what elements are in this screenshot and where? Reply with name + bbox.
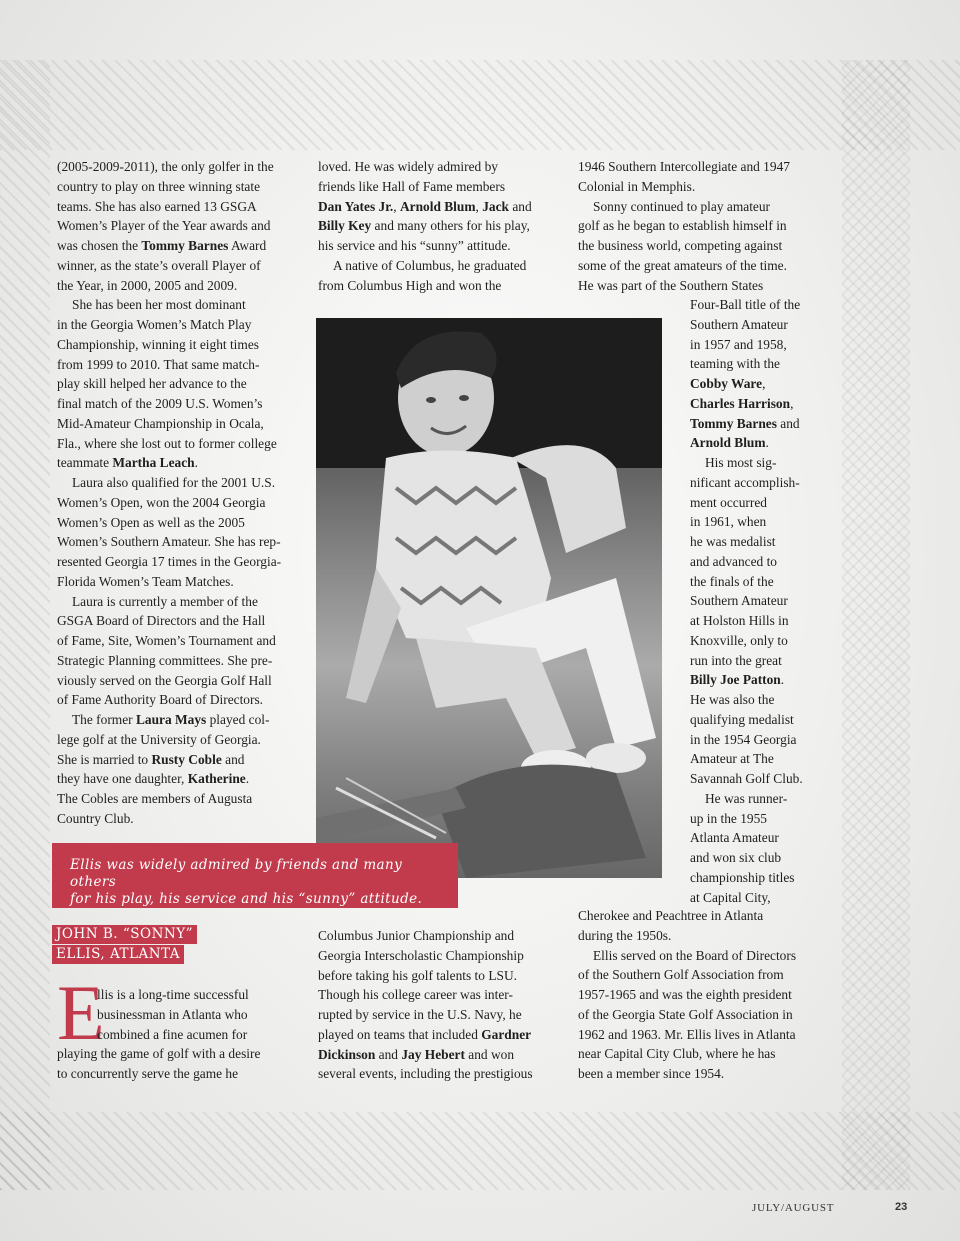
text-line: combined a fine acumen for	[97, 1026, 248, 1042]
text-line: Dan Yates Jr., Arnold Blum, Jack and	[318, 198, 532, 214]
text-line: Laura also qualified for the 2001 U.S.	[72, 475, 276, 490]
text-line: several events, including the prestigious	[318, 1066, 533, 1082]
text-line: Fla., where she lost out to former college	[57, 435, 277, 451]
text-line: of the Georgia State Golf Association in	[578, 1006, 793, 1022]
text-line: championship titles	[690, 869, 795, 885]
bold-name: Rusty Coble	[151, 751, 222, 767]
golfer-photo-illustration	[316, 318, 662, 878]
text-line: 1957-1965 and was the eighth president	[578, 987, 792, 1002]
text-line: playing the game of golf with a desire	[57, 1046, 261, 1061]
text-line: during the 1950s.	[578, 927, 672, 943]
section-heading	[52, 925, 197, 965]
bold-name: Arnold Blum	[399, 198, 476, 214]
bold-name: Charles Harrison	[690, 395, 791, 411]
column-2-top-text	[318, 157, 558, 295]
bold-name: Dan Yates Jr.	[318, 198, 394, 214]
top-hatch-band	[0, 60, 960, 150]
section-heading-line-2: ELLIS, ATLANTA	[52, 945, 184, 964]
text-line: teammate Martha Leach.	[57, 455, 198, 471]
text-line: Columbus Junior Championship and	[318, 928, 515, 943]
text-line: Strategic Planning committees. She pre-	[57, 652, 273, 668]
intro-wrap-text	[97, 985, 297, 1044]
bold-name: Billy Key	[318, 218, 372, 234]
text-line: the finals of the	[690, 573, 774, 589]
pull-quote-line-1: Ellis was widely admired by friends and many others	[70, 857, 403, 890]
text-line: the Year, in 2000, 2005 and 2009.	[57, 277, 238, 293]
column-3-top-text	[578, 157, 828, 295]
text-line: Country Club.	[57, 810, 134, 826]
text-line: She is married to Rusty Coble and	[57, 751, 245, 767]
text-line: The Cobles are members of Augusta	[57, 791, 253, 806]
right-crosshatch-band	[842, 60, 910, 1190]
text-line: llis is a long-time successful	[97, 987, 249, 1002]
text-line: final match of the 2009 U.S. Women’s	[57, 396, 263, 411]
text-line: in the 1954 Georgia	[690, 731, 797, 747]
intro-full-text	[57, 1044, 297, 1084]
text-line: Women’s Southern Amateur. She has rep-	[57, 534, 281, 550]
column-1-lines	[57, 157, 297, 829]
text-line: teams. She has also earned 13 GSGA	[57, 198, 257, 214]
text-line: Southern Amateur	[690, 593, 788, 609]
text-line: Ellis served on the Board of Directors	[593, 947, 797, 963]
text-line: Mid-Amateur Championship in Ocala,	[57, 415, 264, 431]
drop-cap: E	[57, 969, 105, 1056]
text-line: Though his college career was inter-	[318, 987, 513, 1003]
column-3-bottom-lines	[578, 906, 828, 1084]
text-line: country to play on three winning state	[57, 178, 261, 194]
text-line: His most sig-	[705, 455, 777, 470]
text-line: Billy Key and many others for his play,	[318, 218, 530, 234]
footer-issue: JULY/AUGUST	[752, 1202, 835, 1214]
bottom-hatch-band	[0, 1112, 960, 1190]
text-line: He was part of the Southern States	[578, 277, 764, 293]
text-line: Arnold Blum.	[690, 435, 769, 451]
text-line: of the Southern Golf Association from	[578, 967, 784, 983]
text-line: lege golf at the University of Georgia.	[57, 731, 261, 747]
text-line: and won six club	[690, 850, 782, 865]
text-line: loved. He was widely admired by	[318, 159, 498, 174]
text-line: winner, as the state’s overall Player of	[57, 257, 261, 273]
text-line: Amateur at The	[690, 751, 774, 767]
text-line: he was medalist	[690, 534, 776, 549]
text-line: 1946 Southern Intercollegiate and 1947	[578, 159, 790, 174]
text-line: Charles Harrison,	[690, 395, 794, 411]
bold-name: Cobby Ware	[690, 376, 763, 391]
column-2-bottom-text	[318, 926, 563, 1084]
bold-name: Billy Joe Patton	[690, 672, 781, 688]
column-2-bottom-lines	[318, 926, 563, 1084]
bold-name: Arnold Blum	[690, 435, 766, 451]
text-line: in the Georgia Women’s Match Play	[57, 317, 252, 332]
text-line: friends like Hall of Fame members	[318, 178, 506, 194]
text-line: run into the great	[690, 652, 782, 668]
text-line: was chosen the Tommy Barnes Award	[57, 238, 267, 253]
text-line: He was also the	[690, 692, 775, 707]
text-line: Georgia Interscholastic Championship	[318, 947, 524, 963]
text-line: Knoxville, only to	[690, 632, 788, 648]
text-line: Cherokee and Peachtree in Atlanta	[578, 908, 764, 923]
text-line: nificant accomplish-	[690, 474, 800, 490]
text-line: Atlanta Amateur	[690, 830, 779, 846]
portrait-photo	[316, 318, 662, 878]
text-line: from 1999 to 2010. That same match-	[57, 356, 260, 372]
bold-name: Tommy Barnes	[141, 238, 229, 253]
text-line: they have one daughter, Katherine.	[57, 771, 250, 787]
text-line: near Capital City Club, where he has	[578, 1046, 776, 1062]
bold-name: Dickinson	[318, 1046, 376, 1062]
text-line: of Fame, Site, Women’s Tournament and	[57, 633, 276, 648]
text-line: teaming with the	[690, 356, 780, 372]
text-line: up in the 1955	[690, 810, 767, 826]
column-3-wrap-text	[690, 295, 830, 907]
text-line: in 1961, when	[690, 514, 767, 530]
text-line: Dickinson and Jay Hebert and won	[318, 1046, 515, 1062]
text-line: Cobby Ware,	[690, 376, 766, 391]
text-line: golf as he began to establish himself in	[578, 218, 787, 234]
text-line: the business world, competing against	[578, 238, 783, 253]
text-line: Laura is currently a member of the	[72, 593, 258, 609]
text-line: of Fame Authority Board of Directors.	[57, 692, 264, 708]
text-line: ment occurred	[690, 494, 767, 510]
text-line: his service and his “sunny” attitude.	[318, 238, 511, 253]
text-line: Women’s Open, won the 2004 Georgia	[57, 494, 266, 510]
text-line: He was runner-	[705, 790, 788, 806]
left-hatch-band	[0, 60, 50, 1190]
text-line: play skill helped her advance to the	[57, 376, 247, 392]
text-line: She has been her most dominant	[72, 297, 246, 313]
text-line: rupted by service in the U.S. Navy, he	[318, 1007, 522, 1022]
pull-quote-line-2: for his play, his service and his “sunny” attitude.	[70, 891, 423, 907]
text-line: Women’s Player of the Year awards and	[57, 218, 271, 234]
text-line: A native of Columbus, he graduated	[333, 257, 527, 273]
text-line: GSGA Board of Directors and the Hall	[57, 613, 266, 629]
column-3-bottom-text	[578, 906, 828, 1084]
bold-name: Gardner	[481, 1026, 532, 1042]
text-line: Sonny continued to play amateur	[593, 198, 771, 214]
text-line: Billy Joe Patton.	[690, 672, 785, 688]
text-line: Southern Amateur	[690, 316, 788, 332]
bold-name: Tommy Barnes	[690, 415, 777, 431]
text-line: Championship, winning it eight times	[57, 336, 259, 352]
bold-name: Katherine	[187, 771, 246, 787]
text-line: from Columbus High and won the	[318, 277, 502, 293]
footer-page-number: 23	[895, 1201, 908, 1213]
text-line: viously served on the Georgia Golf Hall	[57, 672, 272, 688]
bold-name: Martha Leach	[112, 455, 195, 471]
text-line: been a member since 1954.	[578, 1066, 725, 1081]
bold-name: Laura Mays	[135, 712, 207, 727]
text-line: at Holston Hills in	[690, 613, 789, 628]
text-line: Women’s Open as well as the 2005	[57, 514, 245, 530]
bold-name: Jay Hebert	[401, 1046, 465, 1062]
text-line: played on teams that included Gardner	[318, 1026, 532, 1042]
text-line: Savannah Golf Club.	[690, 771, 803, 786]
text-line: Tommy Barnes and	[690, 415, 800, 431]
column-3-top-lines	[578, 157, 828, 295]
text-line: at Capital City,	[690, 889, 771, 905]
text-line: in 1957 and 1958,	[690, 336, 787, 352]
text-line: qualifying medalist	[690, 711, 794, 727]
text-line: resented Georgia 17 times in the Georgia-	[57, 554, 282, 569]
intro-full-lines	[57, 1044, 297, 1084]
intro-wrap-lines	[97, 985, 297, 1044]
text-line: The former Laura Mays played col-	[72, 712, 270, 727]
text-line: (2005-2009-2011), the only golfer in the	[57, 159, 274, 174]
text-line: businessman in Atlanta who	[97, 1006, 248, 1022]
text-line: some of the great amateurs of the time.	[578, 257, 787, 273]
pull-quote	[52, 843, 458, 908]
text-line: before taking his golf talents to LSU.	[318, 967, 517, 983]
bold-name: Jack	[482, 198, 509, 214]
column-1-text	[57, 157, 297, 829]
text-line: Four-Ball title of the	[690, 297, 801, 312]
text-line: 1962 and 1963. Mr. Ellis lives in Atlanta	[578, 1026, 796, 1042]
text-line: Colonial in Memphis.	[578, 178, 696, 194]
text-line: and advanced to	[690, 553, 777, 569]
column-3-wrap-lines	[690, 295, 830, 907]
text-line: Florida Women’s Team Matches.	[57, 573, 234, 589]
column-2-top-lines	[318, 157, 558, 295]
text-line: to concurrently serve the game he	[57, 1065, 239, 1081]
section-heading-line-1: JOHN B. “SONNY”	[52, 925, 197, 944]
